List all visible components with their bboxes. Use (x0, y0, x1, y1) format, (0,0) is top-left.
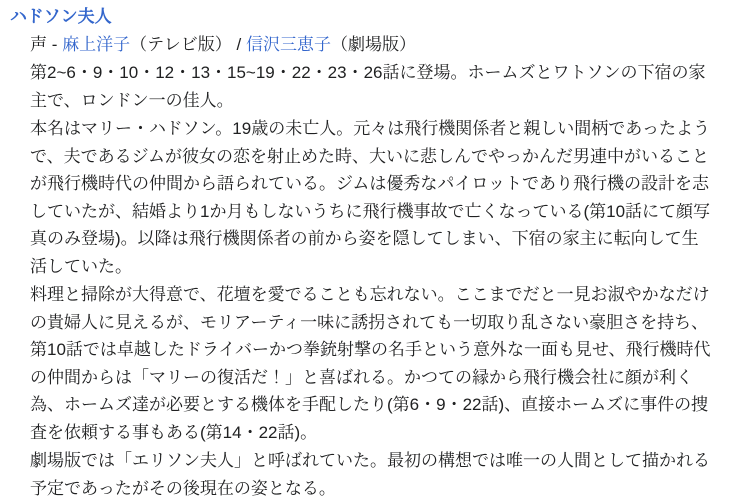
voice-actor-movie-link[interactable]: 信沢三恵子 (246, 35, 331, 54)
paragraph-appearances: 第2~6・9・10・12・13・15~19・22・23・26話に登場。ホームズとワトソンの下宿の家主で、ロンドン一の佳人。 (30, 59, 714, 114)
paragraph-personality: 料理と掃除が大得意で、花壇を愛でることも忘れない。ここまでだと一見お淑やかなだけの貴婦人に見えるが、モリアーティ一味に誘拐されても一切取り乱さない豪胆さを持ち、第10話では卓越したドライバーかつ拳銃射撃の名手という意外な一面も見せ、飛行機時代の仲間からは「マリーの復活だ！」と喜ばれる。かつての縁から飛行機会社に顔が利く為、ホームズ達が必要とする機体を手配したり(第6・9・22話)、直接ホームズに事件の捜査を依頼する事もある(第14・22話)。 (30, 281, 714, 446)
character-heading (10, 3, 722, 31)
character-description (30, 31, 714, 502)
voice-tv-label: （テレビ版） / (130, 35, 246, 54)
paragraph-movie-version: 劇場版では「エリソン夫人」と呼ばれていた。最初の構想では唯一の人間として描かれる予定であったがその後現在の姿となる。 (30, 447, 714, 502)
paragraph-backstory: 本名はマリー・ハドソン。19歳の未亡人。元々は飛行機関係者と親しい間柄であったようで、夫であるジムが彼女の恋を射止めた時、大いに悲しんでやっかんだ男連中がいることが飛行機時代の仲間から語られている。ジムは優秀なパイロットであり飛行機の設計を志していたが、結婚より1か月もしないうちに飛行機事故で亡くなっている(第10話にて顔写真のみ登場)。以降は飛行機関係者の前から姿を隠してしまい、下宿の家主に転向して生活していた。 (30, 115, 714, 280)
character-name-link[interactable]: ハドソン夫人 (10, 7, 112, 26)
voice-movie-label: （劇場版） (331, 35, 416, 54)
voice-cast-line (30, 31, 714, 59)
voice-actor-tv-link[interactable]: 麻上洋子 (62, 35, 130, 54)
voice-prefix: 声 - (30, 35, 62, 54)
